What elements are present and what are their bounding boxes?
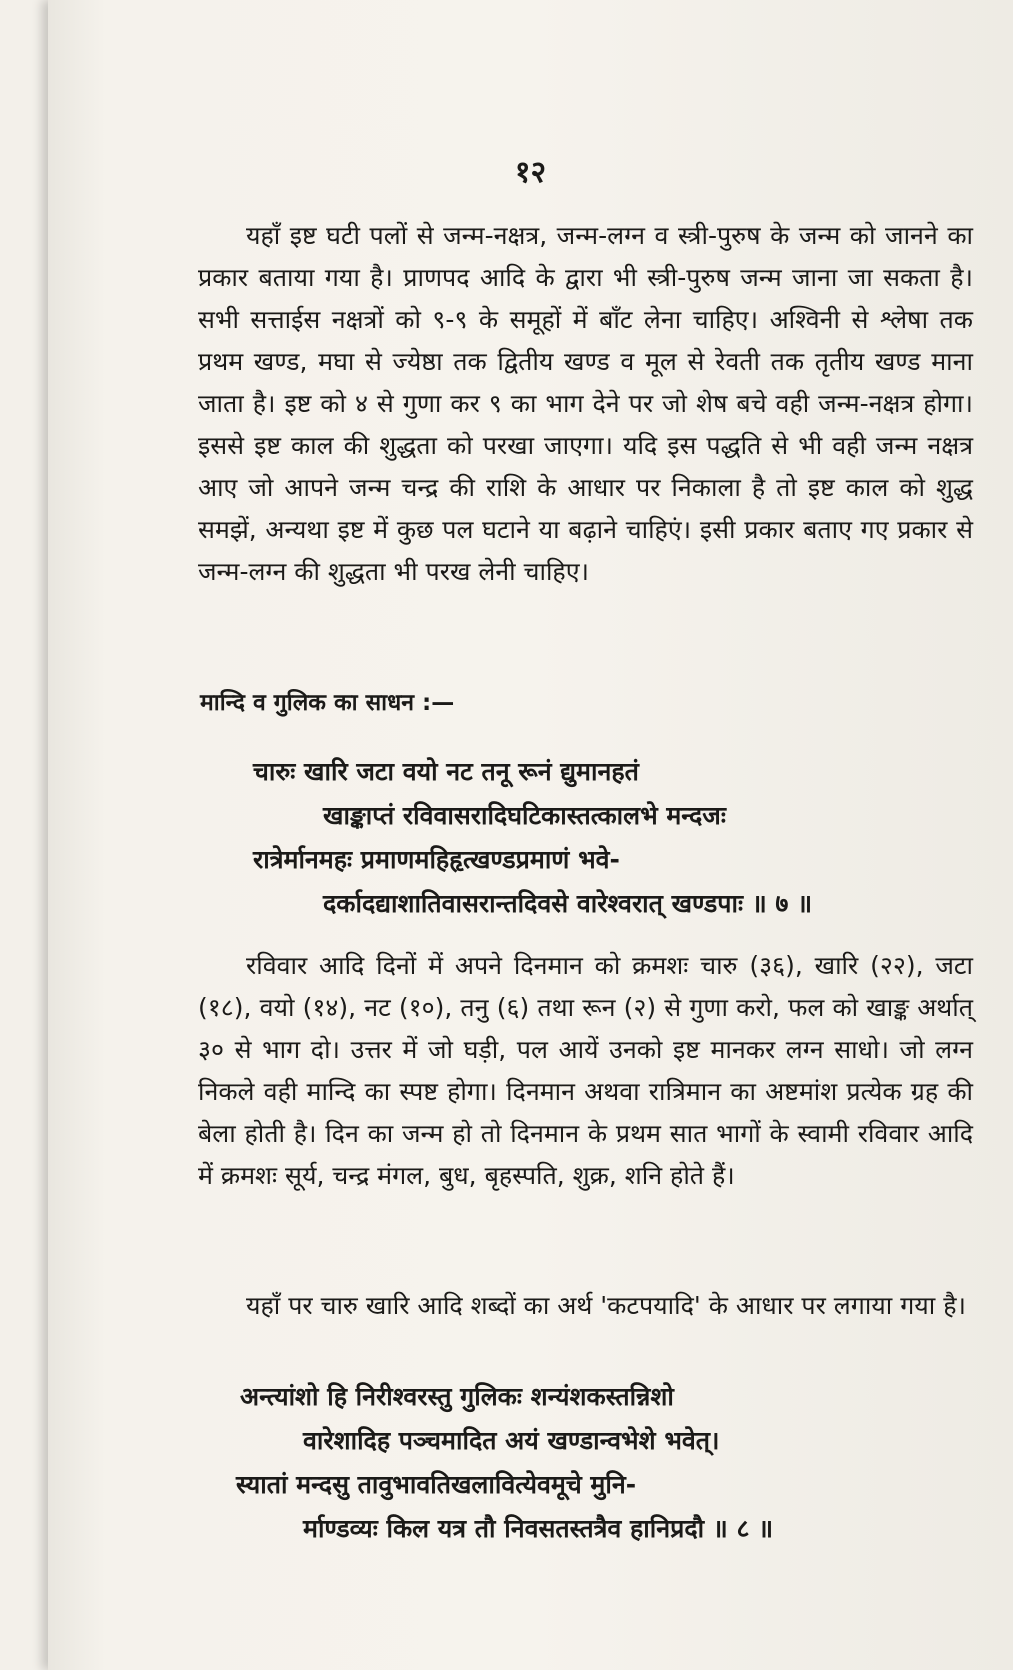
- paragraph-3-container: [198, 1285, 973, 1327]
- page-number: १२: [514, 155, 547, 190]
- verse-7-line-4: दर्कादद्याशातिवासरान्तदिवसे वारेश्वरात् खण्डपाः ॥ ७ ॥: [323, 889, 813, 918]
- paragraph-1-container: [198, 215, 973, 593]
- paragraph-3: यहाँ पर चारु खारि आदि शब्दों का अर्थ 'कटपयादि' के आधार पर लगाया गया है।: [246, 1291, 966, 1320]
- verse-7-line-1: चारुः खारि जटा वयो नट तनू रूनं द्युमानहतं: [253, 757, 639, 786]
- verse-7: [253, 750, 812, 926]
- section-heading: मान्दि व गुलिक का साधन :—: [200, 690, 455, 716]
- verse-8-line-4: र्माण्डव्यः किल यत्र तौ निवसतस्तत्रैव हानिप्रदौ ॥ ८ ॥: [303, 1514, 774, 1543]
- verse-8-line-1: अन्त्यांशो हि निरीश्वरस्तु गुलिकः शन्यंशकस्तन्निशो: [240, 1382, 674, 1411]
- verse-8-line-2: वारेशादिह पञ्चमादित अयं खण्डान्वभेशे भवेत्।: [303, 1426, 720, 1455]
- verse-8-line-3: स्यातां मन्दसु तावुभावतिखलावित्येवमूचे मुनि-: [236, 1470, 637, 1499]
- paragraph-1: यहाँ इष्ट घटी पलों से जन्म-नक्षत्र, जन्म-लग्न व स्त्री-पुरुष के जन्म को जानने का प्रकार बताया गया है। प्राणपद आदि के द्वारा भी स्त्री-पुरुष जन्म जाना जा सकता है। सभी सत्ताईस नक्षत्रों को ९-९ के समूहों में बाँट लेना चाहिए। अश्विनी से श्लेषा तक प्रथम खण्ड, मघा से ज्येष्ठा तक द्वितीय खण्ड व मूल से रेवती तक तृतीय खण्ड माना जाता है। इष्ट को ४ से गुणा कर ९ का भाग देने पर जो शेष बचे वही जन्म-नक्षत्र होगा। इससे इष्ट काल की शुद्धता को परखा जाएगा। यदि इस पद्धति से भी वही जन्म नक्षत्र आए जो आपने जन्म चन्द्र की राशि के आधार पर निकाला है तो इष्ट काल को शुद्ध समझें, अन्यथा इष्ट में कुछ पल घटाने या बढ़ाने चाहिएं। इसी प्रकार बताए गए प्रकार से जन्म-लग्न की शुद्धता भी परख लेनी चाहिए।: [198, 221, 973, 586]
- verse-7-line-2: खाङ्काप्तं रविवासरादिघटिकास्तत्कालभे मन्दजः: [323, 801, 726, 830]
- paragraph-2-container: [198, 945, 973, 1197]
- paragraph-2: रविवार आदि दिनों में अपने दिनमान को क्रमशः चारु (३६), खारि (२२), जटा (१८), वयो (१४), नट (१०), तनु (६) तथा रून (२) से गुणा करो, फल को खाङ्क अर्थात् ३० से भाग दो। उत्तर में जो घड़ी, पल आयें उनको इष्ट मानकर लग्न साधो। जो लग्न निकले वही मान्दि का स्पष्ट होगा। दिनमान अथवा रात्रिमान का अष्टमांश प्रत्येक ग्रह की बेला होती है। दिन का जन्म हो तो दिनमान के प्रथम सात भागों के स्वामी रविवार आदि में क्रमशः सूर्य, चन्द्र मंगल, बुध, बृहस्पति, शुक्र, शनि होते हैं।: [198, 951, 973, 1190]
- verse-7-line-3: रात्रेर्मानमहः प्रमाणमहिहृत्खण्डप्रमाणं भवे-: [253, 845, 620, 874]
- book-page: [48, 0, 1013, 1670]
- verse-8: [188, 1375, 773, 1551]
